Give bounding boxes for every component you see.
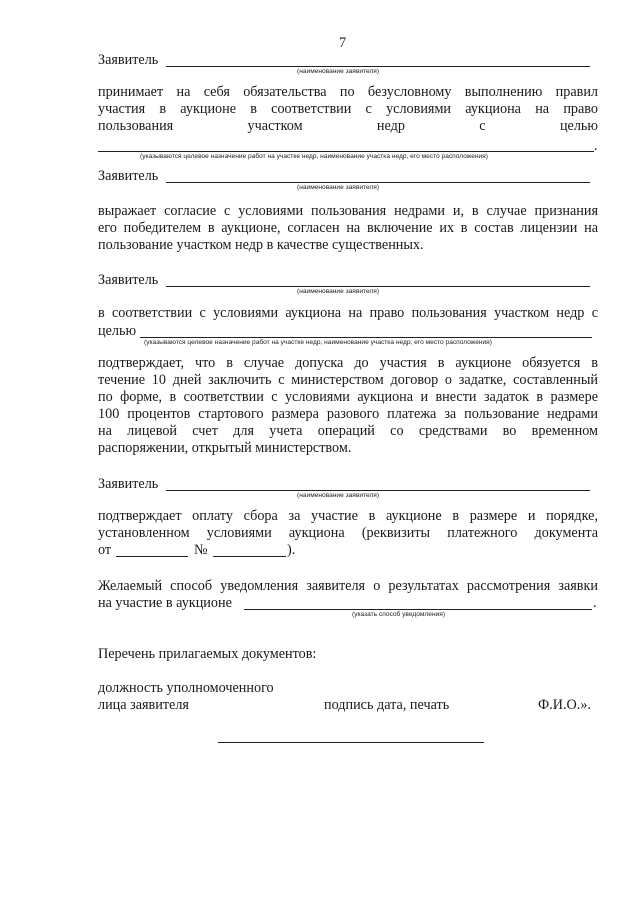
documents-list-label: Перечень прилагаемых документов:: [98, 646, 317, 662]
notification-caption: (указать способ уведомления): [352, 611, 446, 618]
notification-prefix: на участие в аукционе: [98, 595, 232, 611]
payment-date-label: от: [98, 542, 112, 558]
word: целью: [559, 118, 598, 134]
applicant-label: Заявитель: [98, 168, 159, 184]
purpose-caption: (указываются целевое назначение работ на участке недр, наименование участка недр, его место расположения): [140, 153, 488, 160]
paragraph-last-line: пользование участком недр в качестве существенных.: [98, 237, 424, 253]
paragraph-line: участия в аукционе в соответствии с условиями аукциона на право: [98, 101, 598, 117]
purpose-line: [98, 151, 594, 152]
notification-line: Желаемый способ уведомления заявителя о результатах рассмотрения заявки: [98, 578, 598, 594]
signature-label: подпись дата, печать: [324, 697, 450, 713]
page-number: 7: [339, 35, 347, 51]
end-divider: [218, 742, 484, 743]
applicant-label: Заявитель: [98, 52, 159, 68]
paragraph-line: на лицевой счет для учета операций со средствами во временном: [98, 423, 598, 439]
trailing-dot: .: [594, 138, 598, 154]
applicant-name-line: [166, 490, 590, 491]
paragraph-line: выражает согласие с условиями пользования недрами и, в случае признания: [98, 203, 598, 219]
purpose-prefix: целью: [98, 323, 137, 339]
applicant-name-caption: (наименование заявителя): [297, 184, 380, 191]
word: недр: [376, 118, 405, 134]
position-label-line2: лица заявителя: [98, 697, 189, 713]
paragraph-last-line: [98, 118, 598, 135]
payment-number-label: №: [194, 542, 208, 558]
applicant-label: Заявитель: [98, 476, 159, 492]
applicant-label: Заявитель: [98, 272, 159, 288]
purpose-line: [140, 337, 592, 338]
payment-closing: ).: [287, 542, 296, 558]
word: с: [479, 118, 486, 134]
trailing-dot: .: [593, 595, 597, 611]
notification-method-line: [244, 609, 592, 610]
paragraph-line: его победителем в аукционе, согласен на включение их в состав лицензии на: [98, 220, 598, 236]
paragraph-last-line: распоряжении, открытый министерством.: [98, 440, 352, 456]
consent-paragraph: [98, 203, 598, 254]
word: пользования: [98, 118, 174, 134]
paragraph-line: принимает на себя обязательства по безусловному выполнению правил: [98, 84, 598, 100]
obligation-paragraph: [98, 84, 598, 135]
purpose-caption: (указываются целевое назначение работ на участке недр, наименование участка недр, его место расположения): [144, 339, 492, 346]
applicant-name-caption: (наименование заявителя): [297, 492, 380, 499]
payment-number-line: [213, 556, 286, 557]
fio-label: Ф.И.О.».: [538, 697, 591, 713]
word: участком: [247, 118, 303, 134]
fee-paragraph: [98, 508, 598, 542]
paragraph-line: подтверждает, что в случае допуска до участия в аукционе обязуется в: [98, 355, 598, 371]
applicant-name-line: [166, 66, 590, 67]
auction-conditions-line: в соответствии с условиями аукциона на право пользования участком недр с: [98, 305, 598, 321]
position-label-line1: должность уполномоченного: [98, 680, 274, 696]
applicant-name-line: [166, 182, 590, 183]
paragraph-line: по форме, в соответствии с условиями аукциона и внести задаток в размере: [98, 389, 598, 405]
applicant-name-caption: (наименование заявителя): [297, 68, 380, 75]
applicant-name-line: [166, 286, 590, 287]
applicant-name-caption: (наименование заявителя): [297, 288, 380, 295]
paragraph-line: установленном условиями аукциона (реквизиты платежного документа: [98, 525, 598, 541]
paragraph-line: подтверждает оплату сбора за участие в аукционе в размере и порядке,: [98, 508, 598, 524]
payment-date-line: [116, 556, 188, 557]
paragraph-line: течение 10 дней заключить с министерством договор о задатке, составленный: [98, 372, 598, 388]
deposit-paragraph: [98, 355, 598, 457]
paragraph-line: 100 процентов стартового размера разового платежа за пользование недрами: [98, 406, 598, 422]
